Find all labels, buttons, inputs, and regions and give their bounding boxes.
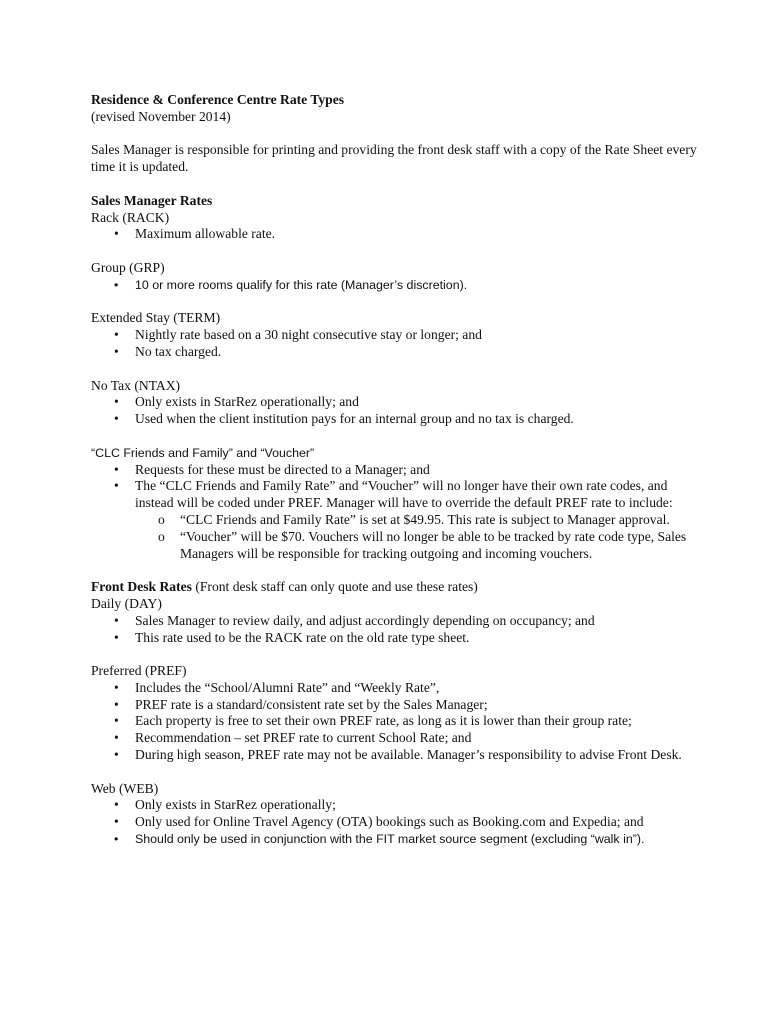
- preferred-heading: Preferred (PREF): [91, 663, 187, 679]
- list-item: • Nightly rate based on a 30 night consecutive stay or longer; and: [91, 327, 698, 344]
- daily-heading: Daily (DAY): [91, 595, 162, 611]
- front-desk-rates-heading: Front Desk Rates: [91, 579, 192, 595]
- list-item: • Sales Manager to review daily, and adjust accordingly depending on occupancy; and: [91, 613, 698, 630]
- extended-stay-list: [91, 327, 698, 361]
- clc-voucher-list: [91, 462, 698, 563]
- rack-list: [91, 226, 698, 243]
- group-heading: Group (GRP): [91, 259, 165, 275]
- list-item: • Used when the client institution pays for an internal group and no tax is charged.: [91, 411, 698, 428]
- list-item: [91, 478, 698, 562]
- document-title: Residence & Conference Centre Rate Types: [91, 92, 345, 107]
- sub-list-item: o “Voucher” will be $70. Vouchers will no longer be able to be tracked by rate code type, Sales Managers will be responsible for tracking outgoing and incoming vouchers.: [135, 529, 698, 563]
- group-list: [91, 277, 698, 294]
- preferred-list: [91, 680, 698, 764]
- list-item: • Only used for Online Travel Agency (OTA) bookings such as Booking.com and Expedia; and: [91, 814, 698, 831]
- intro-paragraph: Sales Manager is responsible for printing and providing the front desk staff with a copy of the Rate Sheet every time it is updated.: [91, 142, 697, 175]
- list-item: • Includes the “School/Alumni Rate” and “Weekly Rate”,: [91, 680, 698, 697]
- revision-note: (revised November 2014): [91, 108, 231, 124]
- list-item: • Only exists in StarRez operationally; and: [91, 394, 698, 411]
- list-item: • Should only be used in conjunction with the FIT market source segment (excluding “walk in”).: [91, 831, 698, 848]
- list-item: • Each property is free to set their own PREF rate, as long as it is lower than their group rate;: [91, 713, 698, 730]
- list-item: • This rate used to be the RACK rate on the old rate type sheet.: [91, 630, 698, 647]
- list-item: • Recommendation – set PREF rate to current School Rate; and: [91, 730, 698, 747]
- list-item: • Maximum allowable rate.: [91, 226, 698, 243]
- sales-manager-rates-heading: Sales Manager Rates: [91, 192, 213, 208]
- sub-list-item: o “CLC Friends and Family Rate” is set at $49.95. This rate is subject to Manager approval.: [135, 512, 698, 529]
- daily-list: [91, 613, 698, 647]
- list-item: • Only exists in StarRez operationally;: [91, 797, 698, 814]
- clc-voucher-heading: “CLC Friends and Family” and “Voucher”: [91, 445, 315, 460]
- list-item: • PREF rate is a standard/consistent rate set by the Sales Manager;: [91, 697, 698, 714]
- list-item: • No tax charged.: [91, 344, 698, 361]
- list-item: • 10 or more rooms qualify for this rate (Manager’s discretion).: [91, 277, 698, 294]
- list-item: • During high season, PREF rate may not be available. Manager’s responsibility to advise Front Desk.: [91, 747, 698, 764]
- front-desk-rates-line: [91, 579, 698, 596]
- list-item-text: The “CLC Friends and Family Rate” and “Voucher” will no longer have their own rate codes, and instead will be coded under PREF. Manager will have to override the default PREF rate to include:: [135, 478, 673, 511]
- rack-heading: Rack (RACK): [91, 209, 170, 225]
- list-item: • Requests for these must be directed to a Manager; and: [91, 462, 698, 479]
- web-list: [91, 797, 698, 847]
- no-tax-heading: No Tax (NTAX): [91, 377, 181, 393]
- front-desk-note: (Front desk staff can only quote and use these rates): [191, 579, 478, 595]
- no-tax-list: [91, 394, 698, 428]
- clc-sub-list: [135, 512, 698, 562]
- extended-stay-heading: Extended Stay (TERM): [91, 310, 221, 326]
- web-heading: Web (WEB): [91, 780, 159, 796]
